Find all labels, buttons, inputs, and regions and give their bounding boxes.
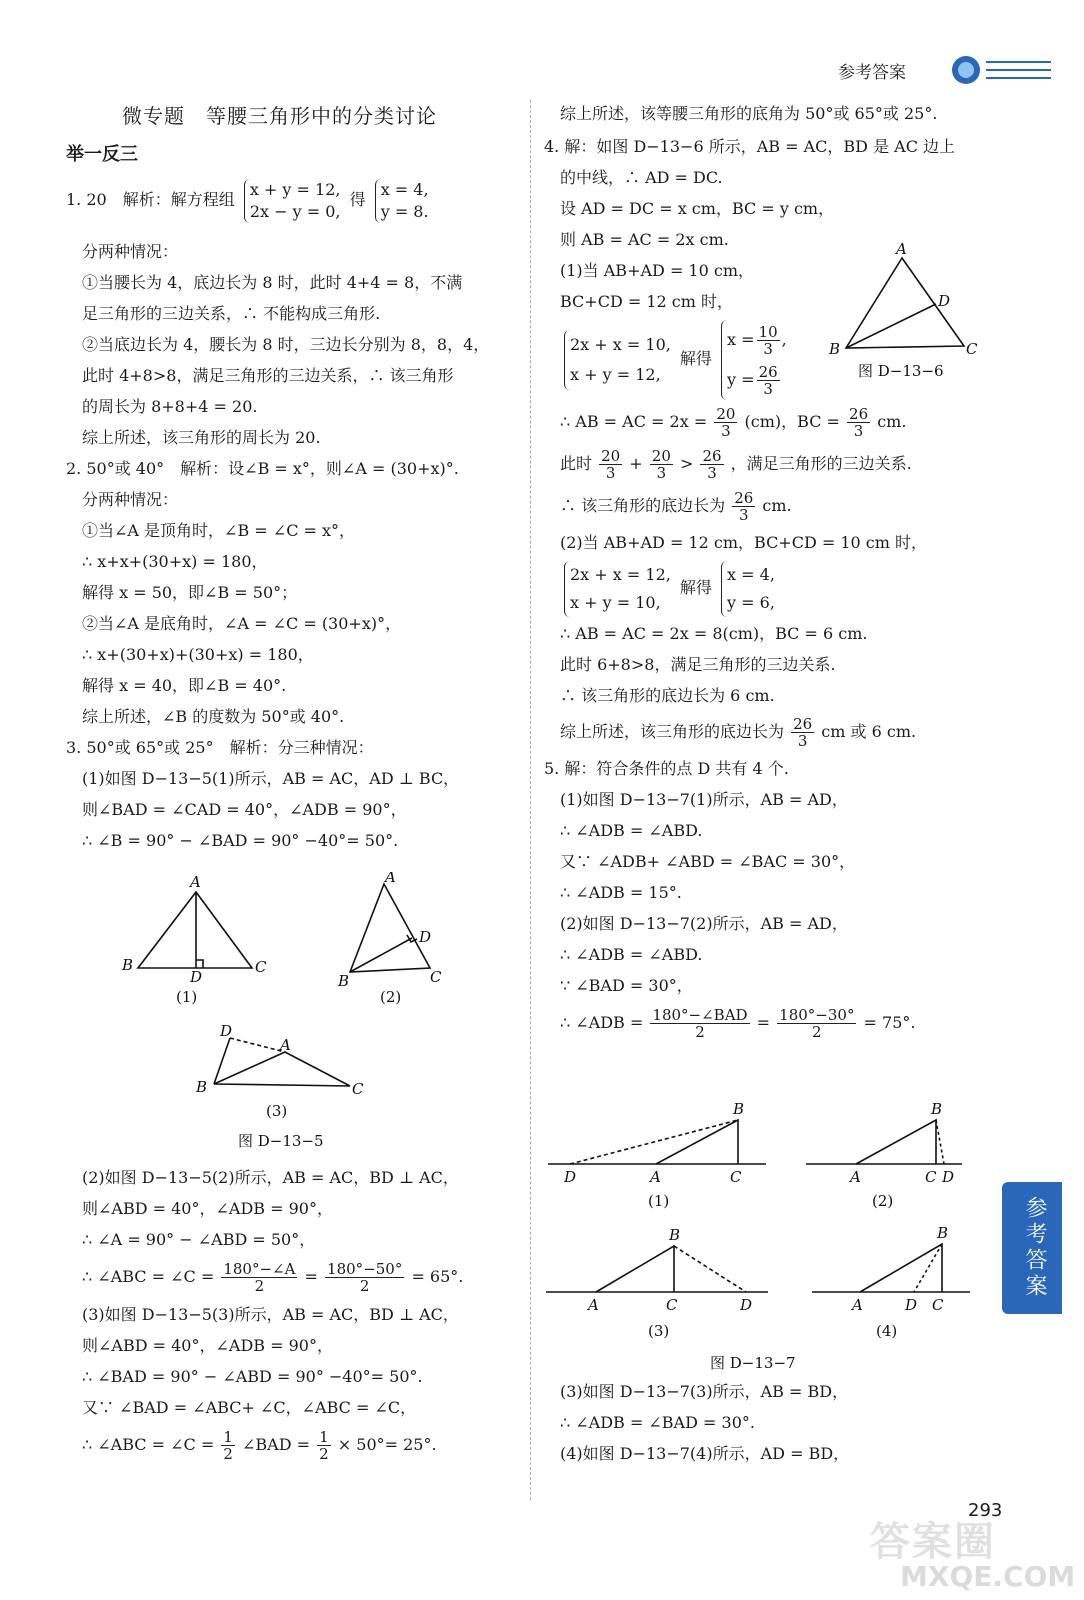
- point-label: B: [196, 1078, 208, 1096]
- point-label: B: [733, 1100, 745, 1118]
- text-line: ∴ ∠A = 90° − ∠ABD = 50°，: [82, 1230, 316, 1249]
- point-label: C: [666, 1296, 678, 1314]
- right-column-bottom: [544, 1376, 994, 1469]
- figure-sublabel: (1): [648, 1192, 670, 1210]
- text-line: ∵ ∠BAD = 30°，: [560, 976, 693, 995]
- solution-brace: x = 4, y = 6,: [721, 561, 775, 617]
- fraction: $\frac{26}{3}$: [734, 489, 754, 524]
- point-label: C: [932, 1296, 944, 1314]
- system-line: 2x + x = 10, x + y = 12, 解得 x = $\frac{10}{3}$ , y = $\frac{26}{3}$: [544, 317, 994, 401]
- text-line: ①当腰长为 4，底边长为 8 时，此时 4+4 = 8，不满: [82, 273, 463, 292]
- figure-caption: 图 D−13−6: [858, 362, 944, 380]
- text-line: ∴ ∠ADB = ∠ABD.: [560, 821, 703, 840]
- text-line: (3)如图 D−13−7(3)所示，AB = BD，: [560, 1382, 849, 1401]
- text-line: ∴ ∠ADB = 15°.: [560, 883, 682, 902]
- figure-sublabel: (3): [266, 1102, 288, 1120]
- point-label: C: [966, 340, 978, 358]
- watermark-url: MXQE.COM: [900, 1560, 1076, 1593]
- text-line: ∴ AB = AC = 2x = 8(cm)，BC = 6 cm.: [560, 624, 868, 643]
- text-line: ②当∠A 是底角时，∠A = ∠C = (30+x)°，: [82, 614, 402, 633]
- figure-d-13-6: [826, 240, 986, 385]
- point-label: D: [419, 928, 432, 946]
- point-label: D: [740, 1296, 753, 1314]
- text-line: 的中线，∴ AD = DC.: [560, 168, 723, 187]
- point-label: A: [850, 1168, 861, 1186]
- point-label: D: [942, 1168, 955, 1186]
- point-label: B: [338, 972, 350, 990]
- system-line: 2x + x = 12, x + y = 10, 解得 x = 4, y = 6,: [544, 558, 994, 618]
- problem-5-head: 5. 解：符合条件的点 D 共有 4 个.: [544, 759, 789, 778]
- point-label: A: [852, 1296, 863, 1314]
- point-label: C: [352, 1080, 364, 1098]
- text-line: 综上所述，∠B 的度数为 50°或 40°.: [82, 707, 345, 726]
- text-line: 则 AB = AC = 2x cm.: [560, 230, 729, 249]
- page-title: 微专题 等腰三角形中的分类讨论: [122, 104, 437, 128]
- text-line: 综上所述，该等腰三角形的底角为 50°或 65°或 25°.: [560, 104, 938, 123]
- math-line: ∴ ∠ABC = ∠C = $\frac{180^\circ-\angle A}{2}$ = $\frac{180^\circ-50^\circ}{2}$ = 65°.: [82, 1260, 464, 1295]
- header-decoration: [946, 50, 1056, 90]
- fraction: $\frac{26}{3}$: [702, 447, 722, 482]
- problem-3-head: 3. 50°或 65°或 25° 解析：分三种情况：: [66, 738, 374, 757]
- math-line: ∴ 该三角形的底边长为 $\frac{26}{3}$ cm.: [560, 489, 792, 524]
- left-column: [66, 178, 516, 856]
- figure-caption: 图 D−13−7: [710, 1354, 796, 1372]
- text-line: ∴ ∠ADB = ∠ABD.: [560, 945, 703, 964]
- text-line: (2)如图 D−13−7(2)所示，AB = AD，: [560, 914, 848, 933]
- point-label: C: [730, 1168, 742, 1186]
- point-label: A: [650, 1168, 661, 1186]
- text-line: 则∠BAD = ∠CAD = 40°，∠ADB = 90°，: [82, 800, 407, 819]
- page-number: 293: [968, 1500, 1003, 1521]
- point-label: D: [190, 968, 203, 986]
- text-line: (3)如图 D−13−5(3)所示，AB = AC，BD ⊥ AC，: [82, 1305, 459, 1324]
- figure-d-13-5: [110, 872, 490, 1172]
- math-line: 综上所述，该三角形的底边长为 $\frac{26}{3}$ cm 或 6 cm.: [560, 715, 917, 750]
- point-label: A: [280, 1036, 291, 1054]
- problem-2-head: 2. 50°或 40° 解析：设∠B = x°，则∠A = (30+x)°.: [66, 459, 459, 478]
- text-line: (1)当 AB+AD = 10 cm，: [560, 261, 755, 280]
- point-label: A: [588, 1296, 599, 1314]
- point-label: B: [931, 1100, 943, 1118]
- text-line: 又∵ ∠ADB+ ∠ABD = ∠BAC = 30°，: [560, 852, 856, 871]
- figure-sublabel: (4): [876, 1322, 898, 1340]
- text-line: 设 AD = DC = x cm，BC = y cm，: [560, 199, 835, 218]
- text-line: ∴ x+(30+x)+(30+x) = 180，: [82, 645, 314, 664]
- side-tab-answers: 参考答案: [1002, 1182, 1062, 1314]
- left-column-bottom: [66, 1162, 516, 1467]
- text-line: 则∠ABD = 40°，∠ADB = 90°，: [82, 1336, 333, 1355]
- point-label: D: [938, 292, 951, 310]
- solution-brace: x = $\frac{10}{3}$ , y = $\frac{26}{3}$: [721, 320, 787, 400]
- fraction: $\frac{1}{2}$: [319, 1428, 329, 1463]
- text-line: 分两种情况：: [82, 490, 179, 509]
- text-line: (2)当 AB+AD = 12 cm，BC+CD = 10 cm 时，: [560, 533, 928, 552]
- figure-sublabel: (1): [176, 988, 198, 1006]
- figure-d-13-7: [540, 1096, 980, 1376]
- point-label: C: [255, 958, 267, 976]
- math-line: ∴ ∠ADB = $\frac{\text{180°−∠BAD}}{2}$ = $\frac{180^\circ-30^\circ}{2}$ = 75°.: [560, 1006, 916, 1041]
- text-line: ∴ ∠ADB = ∠BAD = 30°.: [560, 1413, 755, 1432]
- text-line: 又∵ ∠BAD = ∠ABC+ ∠C，∠ABC = ∠C，: [82, 1398, 417, 1417]
- point-label: C: [430, 968, 442, 986]
- text-line: 此时 6+8>8，满足三角形的三边关系.: [560, 655, 836, 674]
- text-line: 则∠ABD = 40°，∠ADB = 90°，: [82, 1199, 333, 1218]
- header-label: 参考答案: [838, 63, 906, 83]
- point-label: D: [905, 1296, 918, 1314]
- math-line: ∴ AB = AC = 2x = $\frac{20}{3}$ (cm)，BC = $\frac{26}{3}$ cm.: [560, 405, 907, 440]
- text-line: (1)如图 D−13−7(1)所示，AB = AD，: [560, 790, 848, 809]
- text-line: ①当∠A 是顶角时，∠B = ∠C = x°，: [82, 521, 356, 540]
- point-label: B: [937, 1224, 949, 1242]
- math-line: 此时 $\frac{20}{3}$ + $\frac{20}{3}$ > $\frac{26}{3}$ ，满足三角形的三边关系.: [560, 447, 912, 482]
- fraction: $\frac{20}{3}$: [651, 447, 671, 482]
- text-line: (1)如图 D−13−5(1)所示，AB = AC，AD ⊥ BC，: [82, 769, 460, 788]
- figure-sublabel: (2): [380, 988, 402, 1006]
- math-line: ∴ ∠ABC = ∠C = $\frac{1}{2}$ ∠BAD = $\frac{1}{2}$ × 50°= 25°.: [82, 1428, 437, 1463]
- text-line: 分两种情况：: [82, 242, 179, 261]
- text-line: (2)如图 D−13−5(2)所示，AB = AC，BD ⊥ AC，: [82, 1168, 459, 1187]
- fraction: $\frac{20}{3}$: [601, 447, 621, 482]
- fraction: $\frac{180^\circ-50^\circ}{2}$: [327, 1260, 403, 1295]
- fraction: $\frac{180^\circ-30^\circ}{2}$: [779, 1006, 855, 1041]
- fraction: $\frac{\text{180°−∠BAD}}{2}$: [652, 1006, 748, 1041]
- column-divider: [530, 100, 531, 1500]
- point-label: A: [385, 872, 396, 886]
- point-label: A: [896, 240, 907, 258]
- text-line: ∴ x+x+(30+x) = 180，: [82, 552, 268, 571]
- fraction: $\frac{26}{3}$: [849, 405, 869, 440]
- point-label: B: [669, 1226, 681, 1244]
- point-label: B: [122, 956, 134, 974]
- text-line: ∴ ∠BAD = 90° − ∠ABD = 90° −40°= 50°.: [82, 1367, 423, 1386]
- solution-brace: x = 4, y = 8.: [375, 179, 429, 223]
- text-line: 综上所述，该三角形的周长为 20.: [82, 428, 321, 447]
- figure-sublabel: (3): [648, 1322, 670, 1340]
- figure-caption: 图 D−13−5: [238, 1132, 324, 1150]
- figure-sublabel: (2): [872, 1192, 894, 1210]
- text-line: 此时 4+8>8，满足三角形的三边关系，∴ 该三角形: [82, 366, 454, 385]
- point-label: C: [925, 1168, 937, 1186]
- text-line: 解得 x = 40，即∠B = 40°.: [82, 676, 287, 695]
- text-line: ∴ 该三角形的底边长为 6 cm.: [560, 686, 775, 705]
- system-brace: x + y = 12, 2x − y = 0,: [244, 179, 341, 223]
- fraction: $\frac{1}{2}$: [223, 1428, 233, 1463]
- point-label: B: [829, 340, 841, 358]
- system-brace: 2x + x = 10, x + y = 12,: [564, 330, 671, 390]
- point-label: D: [220, 1022, 233, 1040]
- problem-1-head: 1. 20 解析：解方程组 x + y = 12, 2x − y = 0, 得 x = 4, y = 8.: [66, 179, 429, 221]
- fraction: $\frac{180^\circ-\angle A}{2}$: [223, 1260, 296, 1295]
- point-label: A: [190, 873, 201, 891]
- text-line: 的周长为 8+8+4 = 20.: [82, 397, 258, 416]
- system-brace: 2x + x = 12, x + y = 10,: [564, 561, 671, 617]
- point-label: D: [564, 1168, 577, 1186]
- section-subtitle: 举一反三: [66, 144, 138, 165]
- text-line: ②当底边长为 4，腰长为 8 时，三边长分别为 8，8，4，: [82, 335, 490, 354]
- fraction: $\frac{10}{3}$: [758, 322, 778, 358]
- text-line: (4)如图 D−13−7(4)所示，AD = BD，: [560, 1444, 850, 1463]
- watermark: 答案圈: [870, 1519, 996, 1565]
- problem-4-head: 4. 解：如图 D−13−6 所示，AB = AC，BD 是 AC 边上: [544, 137, 956, 156]
- text-line: ∴ ∠B = 90° − ∠BAD = 90° −40°= 50°.: [82, 831, 399, 850]
- text-line: 足三角形的三边关系，∴ 不能构成三角形.: [82, 304, 381, 323]
- fraction: $\frac{26}{3}$: [793, 715, 813, 750]
- text-line: BC+CD = 12 cm 时，: [560, 292, 734, 311]
- text-line: 解得 x = 50，即∠B = 50°；: [82, 583, 298, 602]
- fraction: $\frac{26}{3}$: [758, 362, 778, 398]
- fraction: $\frac{20}{3}$: [716, 405, 736, 440]
